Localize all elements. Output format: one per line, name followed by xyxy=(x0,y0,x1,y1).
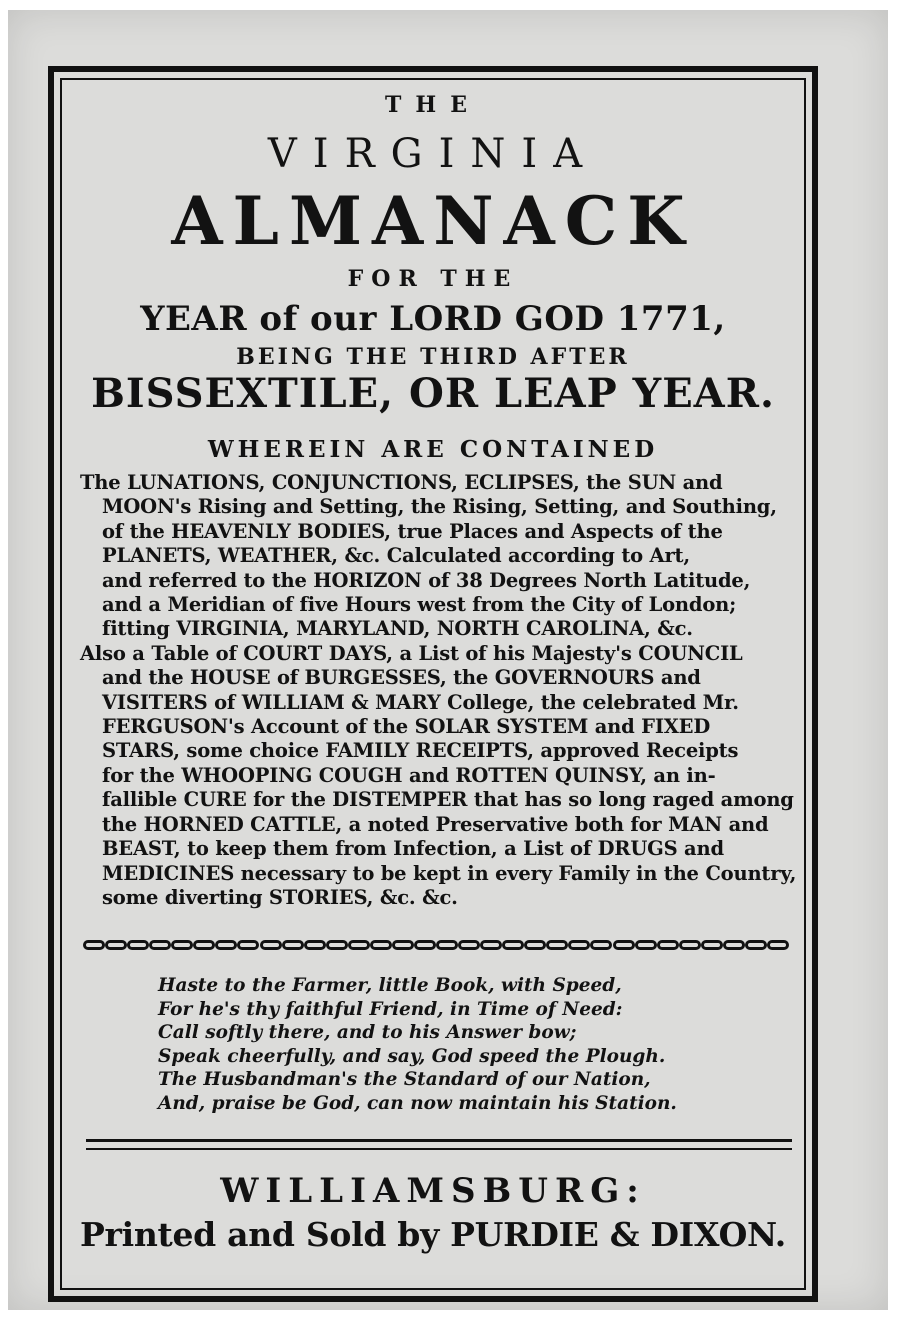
chain-link xyxy=(392,940,414,950)
chain-link xyxy=(635,940,657,950)
contents-line: and referred to the HORIZON of 38 Degrees North Latitude, xyxy=(102,568,751,592)
verse-line: Speak cheerfully, and say, God speed the Plough. xyxy=(158,1045,666,1067)
contents-line: PLANETS, WEATHER, &c. Calculated according to Art, xyxy=(102,544,690,568)
contents-line: fallible CURE for the DISTEMPER that has so long raged among xyxy=(102,788,794,812)
contents-line: The LUNATIONS, CONJUNCTIONS, ECLIPSES, the SUN and xyxy=(80,471,723,494)
contents-line: of the HEAVENLY BODIES, true Places and Aspects of the xyxy=(102,519,723,543)
title-virginia: VIRGINIA xyxy=(267,131,599,177)
chain-link xyxy=(767,940,789,950)
chain-link xyxy=(83,940,105,950)
chain-link xyxy=(701,940,723,950)
chain-link xyxy=(348,940,370,950)
chain-link xyxy=(171,940,193,950)
chain-link xyxy=(745,940,767,950)
title-the: THE xyxy=(385,92,481,118)
chain-ornament-divider xyxy=(84,938,788,952)
verse-line: Call softly there, and to his Answer bow; xyxy=(158,1022,577,1044)
chain-link xyxy=(657,940,679,950)
chain-link xyxy=(502,940,524,950)
chain-link xyxy=(127,940,149,950)
verse-line: The Husbandman's the Standard of our Nation, xyxy=(158,1069,651,1091)
chain-link xyxy=(193,940,215,950)
contents-line: MOON's Rising and Setting, the Rising, Setting, and Southing, xyxy=(102,495,777,519)
contents-line: some diverting STORIES, &c. &c. xyxy=(102,885,458,909)
chain-link xyxy=(237,940,259,950)
wherein-heading: WHEREIN ARE CONTAINED xyxy=(207,436,659,463)
contents-line: and a Meridian of five Hours west from the City of London; xyxy=(102,593,737,617)
chain-link xyxy=(260,940,282,950)
chain-link xyxy=(105,940,127,950)
chain-link xyxy=(282,940,304,950)
chain-link xyxy=(304,940,326,950)
contents-line: STARS, some choice FAMILY RECEIPTS, approved Receipts xyxy=(102,739,739,763)
contents-line: BEAST, to keep them from Infection, a List of DRUGS and xyxy=(102,837,724,861)
title-year-line: YEAR of our LORD GOD 1771, xyxy=(140,299,726,339)
chain-link xyxy=(414,940,436,950)
chain-link xyxy=(326,940,348,950)
contents-line: MEDICINES necessary to be kept in every Family in the Country, xyxy=(102,861,797,885)
chain-link xyxy=(215,940,237,950)
title-bissextile-line: BISSEXTILE, OR LEAP YEAR. xyxy=(91,370,775,417)
verse-line: And, praise be God, can now maintain his Station. xyxy=(158,1092,677,1114)
contents-line: for the WHOOPING COUGH and ROTTEN QUINSY, an in- xyxy=(102,763,716,787)
chain-link xyxy=(613,940,635,950)
double-rule-divider xyxy=(86,1139,792,1150)
chain-link xyxy=(480,940,502,950)
chain-link xyxy=(436,940,458,950)
chain-link xyxy=(590,940,612,950)
imprint-printer: Printed and Sold by PURDIE & DIXON. xyxy=(79,1215,786,1255)
chain-link xyxy=(679,940,701,950)
title-for-the: FOR THE xyxy=(347,266,519,292)
chain-link xyxy=(568,940,590,950)
title-page-content xyxy=(62,92,804,1255)
chain-link xyxy=(723,940,745,950)
imprint-place: WILLIAMSBURG: xyxy=(220,1171,646,1212)
chain-link xyxy=(149,940,171,950)
verse-block xyxy=(158,974,804,1115)
contents-list xyxy=(80,471,797,910)
contents-line: Also a Table of COURT DAYS, a List of his Majesty's COUNCIL xyxy=(80,641,743,665)
verse-line: For he's thy faithful Friend, in Time of Need: xyxy=(158,998,623,1020)
contents-line: and the HOUSE of BURGESSES, the GOVERNOURS and xyxy=(102,666,701,690)
chain-link xyxy=(458,940,480,950)
title-almanack: ALMANACK xyxy=(171,182,695,260)
contents-line: fitting VIRGINIA, MARYLAND, NORTH CAROLINA, &c. xyxy=(102,617,693,641)
title-being-line: BEING THE THIRD AFTER xyxy=(236,344,630,370)
chain-link xyxy=(546,940,568,950)
chain-link xyxy=(370,940,392,950)
verse-line: Haste to the Farmer, little Book, with Speed, xyxy=(158,975,622,997)
chain-link xyxy=(524,940,546,950)
contents-line: VISITERS of WILLIAM & MARY College, the celebrated Mr. xyxy=(102,690,739,714)
contents-line: FERGUSON's Account of the SOLAR SYSTEM and FIXED xyxy=(102,715,711,739)
contents-line: the HORNED CATTLE, a noted Preservative both for MAN and xyxy=(102,812,769,836)
